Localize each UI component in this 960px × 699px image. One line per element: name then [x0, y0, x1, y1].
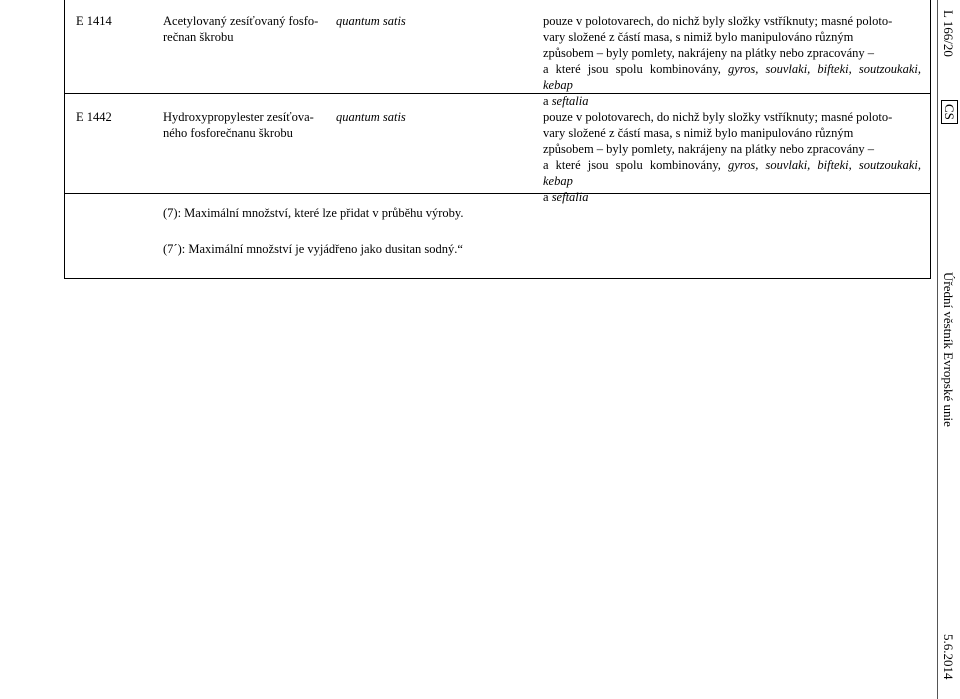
additive-name	[163, 13, 328, 45]
additive-code: E 1414	[76, 14, 112, 28]
restriction-text-span: a	[543, 94, 549, 108]
restriction-line: způsobem – byly pomlety, nakrájeny na plátky nebo zpracovány –	[543, 46, 875, 60]
restriction-line	[543, 61, 921, 93]
max-level: quantum satis	[336, 110, 406, 124]
restriction-line: pouze v polotovarech, do nichž byly složky vstříknuty; masné poloto-	[543, 110, 893, 124]
restriction-text	[543, 13, 921, 109]
dish-names: gyros, souvlaki, bifteki, soutzoukaki, kebap	[543, 158, 921, 188]
restriction-line: vary složené z částí masa, s nimiž bylo manipulováno různým	[543, 126, 854, 140]
dish-names: gyros, souvlaki, bifteki, soutzoukaki, kebap	[543, 62, 921, 92]
restriction-line	[543, 157, 921, 189]
table-left-border	[64, 0, 65, 279]
dish-name: seftalia	[551, 190, 589, 204]
name-line: Hydroxypropylester zesíťova-	[163, 110, 314, 124]
name-line: rečnan škrobu	[163, 30, 234, 44]
restriction-text	[543, 109, 921, 205]
restriction-text-span: a které jsou spolu kombinovány,	[543, 62, 721, 76]
publication-date: 5.6.2014	[941, 634, 956, 680]
restriction-line: způsobem – byly pomlety, nakrájeny na plátky nebo zpracovány –	[543, 142, 875, 156]
name-line: ného fosforečnanu škrobu	[163, 126, 293, 140]
restriction-line	[543, 93, 921, 109]
footnote: (7´): Maximální množství je vyjádřeno jako dusitan sodný.“	[163, 242, 463, 256]
language-code: CS	[941, 100, 958, 124]
dish-name: seftalia	[551, 94, 589, 108]
restriction-text-span: a	[543, 190, 549, 204]
restriction-line: pouze v polotovarech, do nichž byly složky vstříknuty; masné poloto-	[543, 14, 893, 28]
additive-name	[163, 109, 328, 141]
additive-code: E 1442	[76, 110, 112, 124]
max-level: quantum satis	[336, 14, 406, 28]
restriction-text-span: a které jsou spolu kombinovány,	[543, 158, 721, 172]
journal-title: Úřední věstník Evropské unie	[941, 272, 956, 427]
table-bottom-border	[64, 278, 930, 279]
restriction-line	[543, 189, 921, 205]
name-line: Acetylovaný zesíťovaný fosfo-	[163, 14, 319, 28]
margin-rule	[937, 0, 938, 699]
restriction-line: vary složené z částí masa, s nimiž bylo manipulováno různým	[543, 30, 854, 44]
page-reference: L 166/20	[941, 10, 956, 57]
table-right-border	[930, 0, 931, 279]
footnote: (7): Maximální množství, které lze přidat v průběhu výroby.	[163, 206, 464, 220]
